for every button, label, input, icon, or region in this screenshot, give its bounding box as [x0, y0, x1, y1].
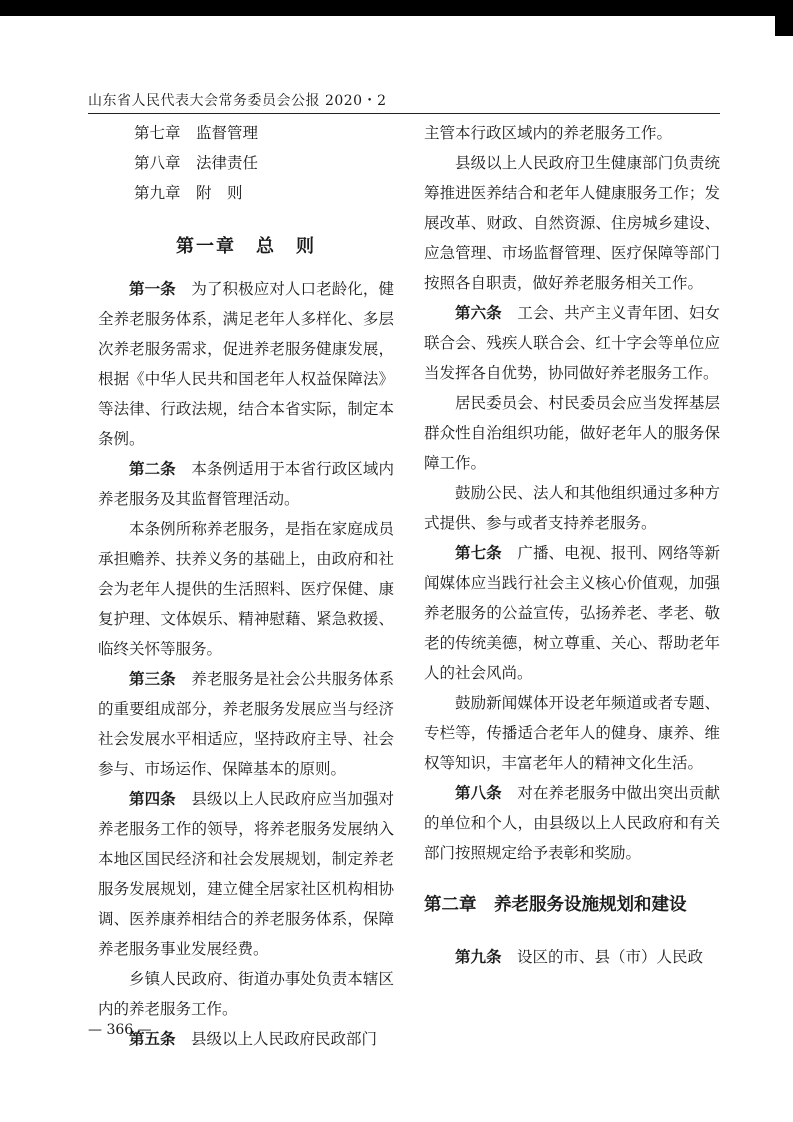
scan-top-border	[0, 0, 793, 16]
article-label: 第一条	[129, 280, 176, 298]
scan-corner-mark	[775, 0, 793, 36]
article-4	[98, 784, 394, 964]
article-1	[98, 274, 394, 454]
article-label: 第五条	[129, 1030, 176, 1048]
article-text: 本条例适用于本省行政区域内养老服务及其监督管理活动。	[98, 460, 394, 508]
toc-item: 第七章 监督管理	[134, 124, 259, 142]
journal-header: 山东省人民代表大会常务委员会公报 2020・2	[88, 93, 387, 109]
left-column	[98, 118, 394, 1054]
page-number: — 366 —	[88, 1022, 152, 1038]
article-2	[98, 454, 394, 514]
article-text: 县级以上人民政府应当加强对养老服务工作的领导，将养老服务发展纳入本地区国民经济和社会发展规划，制定养老服务发展规划，建立健全居家社区机构相协调、医养康养相结合的养老服务体系，保障养老服务事业发展经费。	[98, 790, 394, 958]
article-label: 第八条	[455, 784, 502, 802]
article-label: 第四条	[129, 790, 176, 808]
paragraph: 乡镇人民政府、街道办事处负责本辖区内的养老服务工作。	[98, 970, 394, 1018]
article-text: 养老服务是社会公共服务体系的重要组成部分，养老服务发展应当与经济社会发展水平相适应，坚持政府主导、社会参与、市场运作、保障基本的原则。	[98, 670, 394, 778]
right-column	[424, 118, 720, 972]
paragraph: 鼓励新闻媒体开设老年频道或者专题、专栏等，传播适合老年人的健身、康养、维权等知识，丰富老年人的精神文化生活。	[424, 694, 720, 772]
article-text: 为了积极应对人口老龄化，健全养老服务体系，满足老年人多样化、多层次养老服务需求，促进养老服务健康发展，根据《中华人民共和国老年人权益保障法》等法律、行政法规，结合本省实际，制定本条例。	[98, 280, 394, 448]
article-8	[424, 778, 720, 868]
article-label: 第三条	[129, 670, 176, 688]
chapter-title: 第二章 养老服务设施规划和建设	[424, 895, 687, 915]
toc-item: 第八章 法律责任	[134, 154, 259, 172]
article-7	[424, 538, 720, 688]
toc-item: 第九章 附 则	[134, 184, 243, 202]
article-text: 县级以上人民政府民政部门	[191, 1030, 378, 1048]
paragraph: 主管本行政区域内的养老服务工作。	[424, 124, 673, 142]
article-text: 工会、共产主义青年团、妇女联合会、残疾人联合会、红十字会等单位应当发挥各自优势，协同做好养老服务工作。	[424, 304, 720, 382]
article-3	[98, 664, 394, 784]
article-label: 第七条	[455, 544, 502, 562]
article-6	[424, 298, 720, 388]
paragraph: 鼓励公民、法人和其他组织通过多种方式提供、参与或者支持养老服务。	[424, 484, 720, 532]
article-text: 广播、电视、报刊、网络等新闻媒体应当践行社会主义核心价值观，加强养老服务的公益宣传，弘扬养老、孝老、敬老的传统美德，树立尊重、关心、帮助老年人的社会风尚。	[424, 544, 720, 682]
article-label: 第六条	[455, 304, 502, 322]
chapter-title: 第一章 总 则	[176, 236, 316, 257]
paragraph: 居民委员会、村民委员会应当发挥基层群众性自治组织功能，做好老年人的服务保障工作。	[424, 394, 720, 472]
paragraph: 本条例所称养老服务，是指在家庭成员承担赡养、扶养义务的基础上，由政府和社会为老年人提供的生活照料、医疗保健、康复护理、文体娱乐、精神慰藉、紧急救援、临终关怀等服务。	[98, 520, 394, 658]
article-text: 设区的市、县（市）人民政	[517, 948, 704, 966]
article-text: 对在养老服务中做出突出贡献的单位和个人，由县级以上人民政府和有关部门按照规定给予表彰和奖励。	[424, 784, 720, 862]
header-divider	[88, 113, 720, 114]
article-label: 第二条	[129, 460, 176, 478]
article-label: 第九条	[455, 948, 502, 966]
paragraph: 县级以上人民政府卫生健康部门负责统筹推进医养结合和老年人健康服务工作；发展改革、财政、自然资源、住房城乡建设、应急管理、市场监督管理、医疗保障等部门按照各自职责，做好养老服务相关工作。	[424, 154, 720, 292]
article-9	[424, 942, 720, 972]
